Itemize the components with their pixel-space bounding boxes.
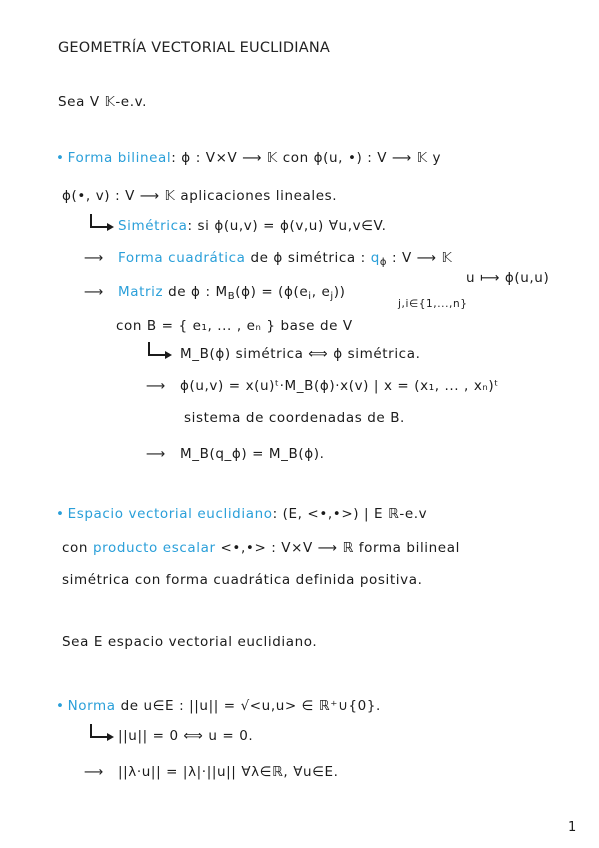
norma-rest: de u∈E : ||u|| = √<u,u> ∈ ℝ⁺∪{0}. <box>115 698 381 714</box>
elbow-arrow-icon <box>148 342 166 356</box>
norma-zero-line: ||u|| = 0 ⟺ u = 0. <box>118 728 254 744</box>
coord-formula: ϕ(u,v) = x(u)ᵗ·M_B(ϕ)·x(v) | x = (x₁, ... , xₙ)ᵗ <box>180 378 499 394</box>
matriz-line <box>84 284 346 302</box>
base-line: con B = { e₁, ... , eₙ } base de V <box>116 318 353 334</box>
right-arrow-icon: ⟶ <box>146 378 166 394</box>
page-title: GEOMETRÍA VECTORIAL EUCLIDIANA <box>58 40 331 56</box>
matriz-rest3: , e <box>311 284 331 300</box>
coord-caption: sistema de coordenadas de B. <box>184 410 405 426</box>
right-arrow-icon: ⟶ <box>84 764 104 780</box>
norma-scalar: ||λ·u|| = |λ|·||u|| ∀λ∈ℝ, ∀u∈E. <box>118 764 339 780</box>
matriz-index-set: j,i∈{1,...,n} <box>398 298 468 310</box>
mq-formula: M_B(q_ϕ) = M_B(ϕ). <box>180 446 325 462</box>
cuadratica-line <box>84 250 452 268</box>
euclidiano-definition <box>56 506 427 522</box>
line2-pre: con <box>62 540 93 556</box>
mq-line <box>146 446 325 462</box>
cuadratica-mid: de ϕ simétrica : <box>245 250 371 266</box>
bilineal-line2: ϕ(•, v) : V ⟶ 𝕂 aplicaciones lineales. <box>62 188 338 204</box>
right-arrow-icon: ⟶ <box>84 250 104 266</box>
elbow-arrow-icon <box>90 724 108 738</box>
term-simetrica: Simétrica <box>118 218 188 234</box>
bilineal-definition <box>56 150 441 166</box>
cuadratica-map1: : V ⟶ 𝕂 <box>387 250 453 266</box>
euclidiano-line2 <box>62 540 460 556</box>
euclidiano-line1: : (E, <•,•>) | E ℝ-e.v <box>272 506 428 522</box>
term-matriz: Matriz <box>118 284 164 300</box>
coord-line <box>146 378 499 394</box>
bullet-icon: • <box>56 506 65 522</box>
matriz-sub-j: j <box>330 291 334 302</box>
matriz-sub-i: i <box>308 291 312 302</box>
elbow-arrow-icon <box>90 214 108 228</box>
cuadratica-map2: u ⟼ ϕ(u,u) <box>466 270 550 286</box>
norma-definition <box>56 698 381 714</box>
matriz-rest4: )) <box>333 284 346 300</box>
simetrica-rest: : si ϕ(u,v) = ϕ(v,u) ∀u,v∈V. <box>187 218 387 234</box>
matriz-sub-b: B <box>227 291 236 302</box>
term-espacio-euclidiano: Espacio vectorial euclidiano <box>67 506 273 522</box>
sym-equiv-line: M_B(ϕ) simétrica ⟺ ϕ simétrica. <box>180 346 421 362</box>
matriz-rest2: (ϕ) = (ϕ(e <box>235 284 309 300</box>
term-producto-escalar: producto escalar <box>92 540 216 556</box>
q-symbol: q <box>370 250 380 266</box>
right-arrow-icon: ⟶ <box>84 284 104 300</box>
line2-rest: <•,•> : V×V ⟶ ℝ forma bilineal <box>215 540 460 556</box>
page-number: 1 <box>568 820 577 835</box>
euclidiano-line3: simétrica con forma cuadrática definida positiva. <box>62 572 423 588</box>
norma-scalar-line <box>84 764 339 780</box>
term-forma-bilineal: Forma bilineal <box>67 150 172 166</box>
intro-line: Sea V 𝕂-e.v. <box>58 94 148 110</box>
term-forma-cuadratica: Forma cuadrática <box>118 250 246 266</box>
right-arrow-icon: ⟶ <box>146 446 166 462</box>
bilineal-line1: : ϕ : V×V ⟶ 𝕂 con ϕ(u, •) : V ⟶ 𝕂 y <box>171 150 442 166</box>
simetrica-line <box>118 218 387 234</box>
term-norma: Norma <box>67 698 116 714</box>
matriz-rest: de ϕ : M <box>163 284 228 300</box>
q-subscript: ϕ <box>379 257 388 268</box>
bullet-icon: • <box>56 698 65 714</box>
bullet-icon: • <box>56 150 65 166</box>
sea-e-line: Sea E espacio vectorial euclidiano. <box>62 634 318 650</box>
